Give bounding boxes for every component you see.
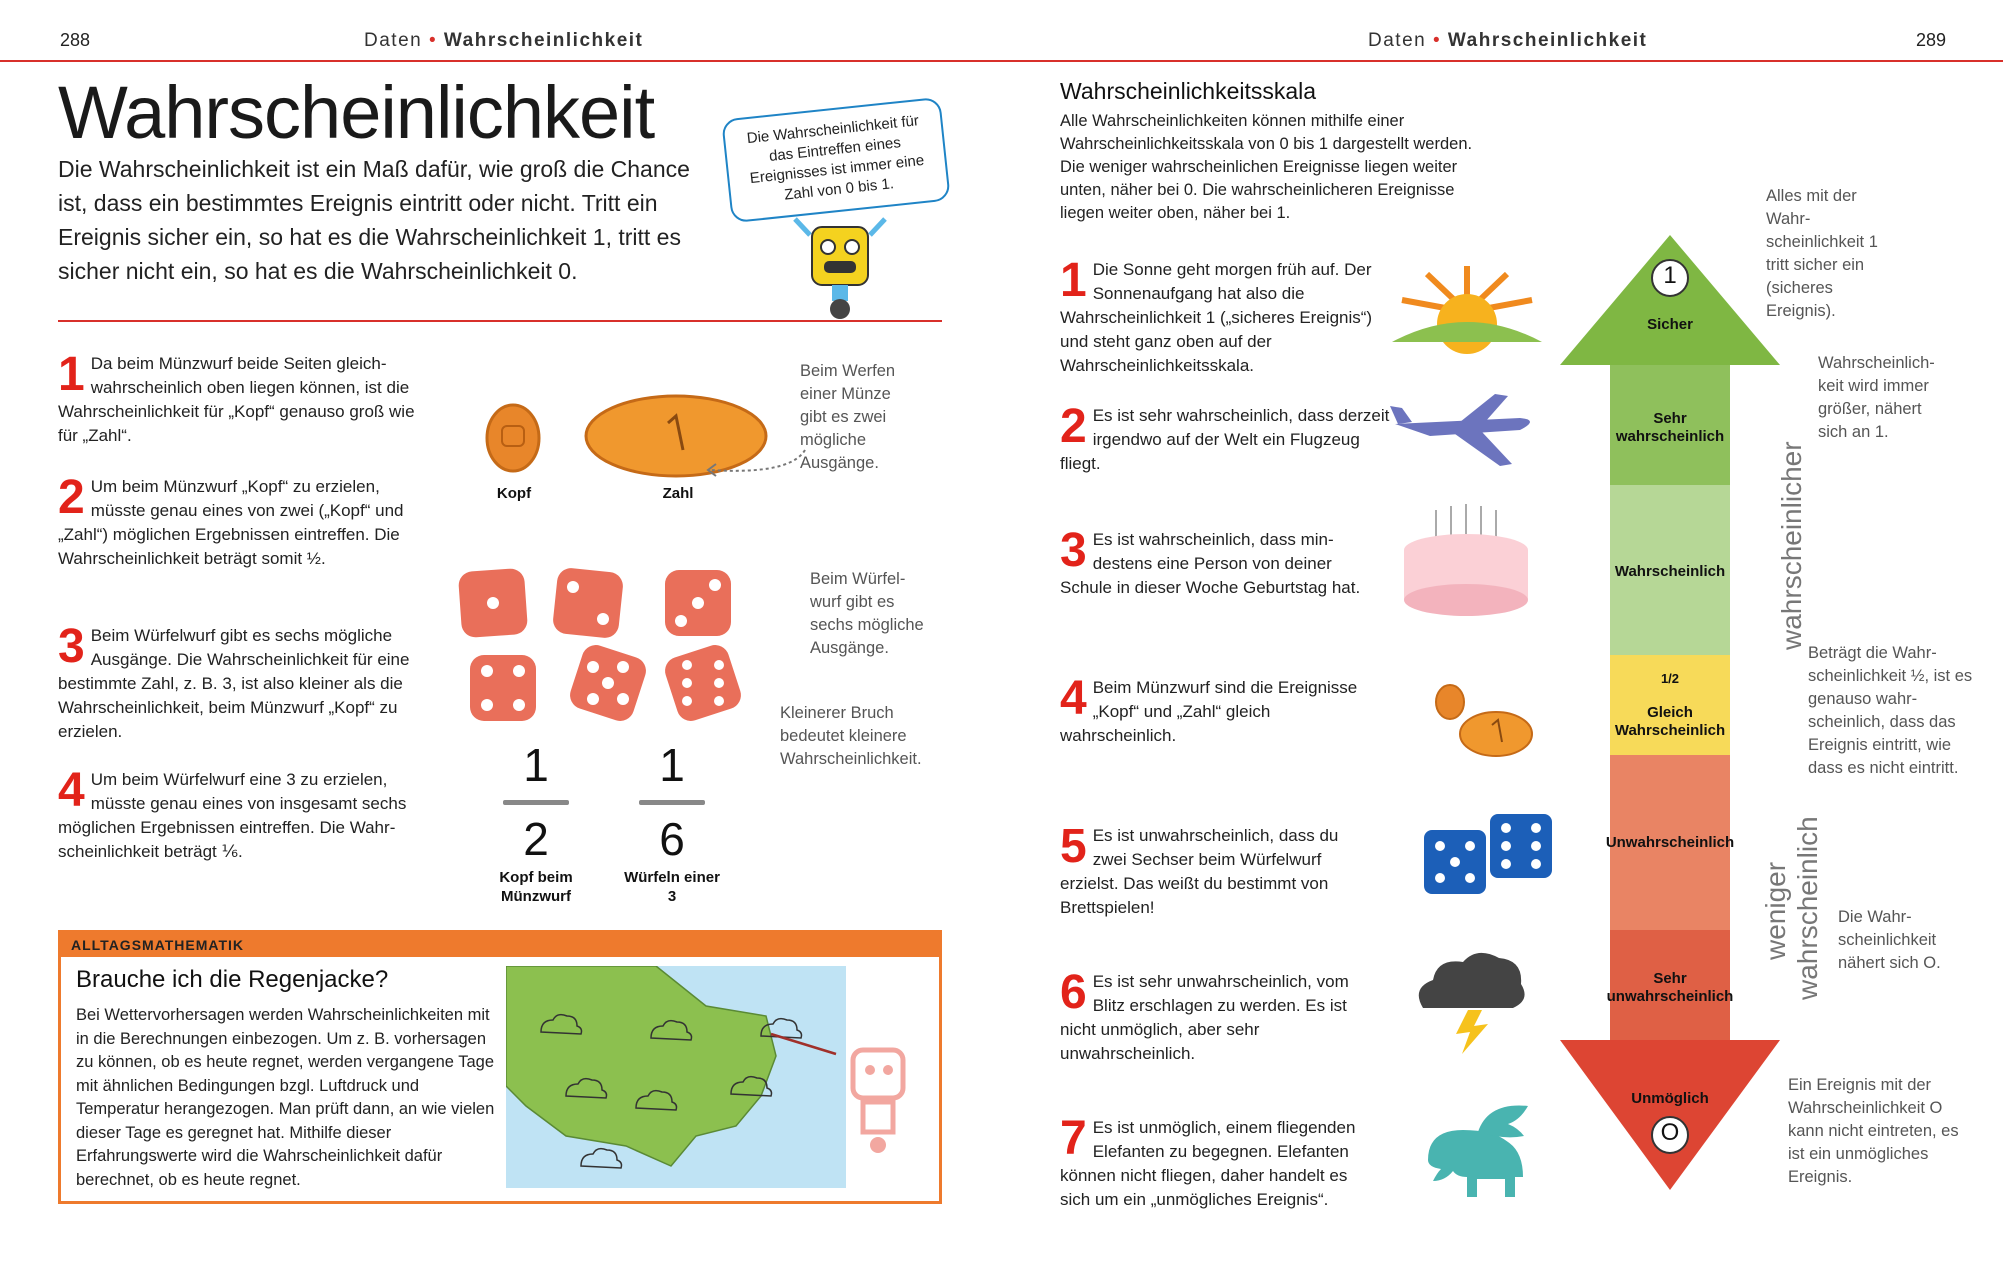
weather-map-illustration (506, 966, 846, 1188)
die-icon (661, 641, 744, 724)
step-number: 4 (1060, 672, 1087, 725)
sunrise-icon (1392, 262, 1542, 357)
scale-label-unmoeglich: Unmöglich (1631, 1090, 1709, 1107)
robot-speech-bubble: Die Wahrscheinlichkeit für das Eintreffen eines Ereignisses ist immer eine Zahl von 0 bis 1. (721, 97, 951, 223)
left-running-head (364, 30, 643, 52)
coins-equal-icon (1426, 680, 1536, 760)
box-label: ALLTAGSMATHEMATIK (61, 933, 939, 957)
step-text: Da beim Münzwurf beide Seiten gleichwahrscheinlich oben liegen können, ist die Wahrscheinlichkeit für „Kopf“ genauso groß wie für „Zahl“. (58, 354, 415, 445)
right-step-7 (1060, 1112, 1380, 1212)
left-step-4 (58, 764, 433, 864)
left-step-3 (58, 620, 433, 744)
scale-label-gleich: Gleich Wahrscheinlich (1614, 704, 1726, 739)
robot-illustration (780, 215, 900, 325)
running-head-section: Daten (1368, 30, 1427, 51)
fraction-bar (639, 800, 705, 805)
fraction-numerator: 1 (523, 739, 549, 791)
scale-label-wahrscheinlich: Wahrscheinlich (1614, 563, 1726, 580)
step-number: 1 (1060, 254, 1087, 307)
step-text: Um beim Würfelwurf eine 3 zu erzielen, müsste genau eines von insgesamt sechs möglichen Ergebnissen eintreffen. Die Wahrscheinlichkeit beträgt ⅙. (58, 770, 407, 861)
fraction-denominator: 6 (659, 813, 685, 865)
step-number: 1 (58, 348, 85, 401)
fraction-numerator: 1 (659, 739, 685, 791)
step-text: Es ist unwahrscheinlich, dass du zwei Sechser beim Würfelwurf erzielst. Das weißt du bestimmt von Brettspielen! (1060, 826, 1339, 917)
blue-dice-icon (1418, 808, 1558, 908)
scale-label-unwahrscheinlich: Unwahrscheinlich (1605, 834, 1735, 851)
left-step-2 (58, 471, 433, 571)
step-text: Um beim Münzwurf „Kopf“ zu erzielen, müsste genau eines von zwei („Kopf“ und „Zahl“) möglichen Ergebnissen eintreffen. Die Wahrscheinlichkeit beträgt somit ½. (58, 477, 404, 568)
note-scale-half: Beträgt die Wahrscheinlichkeit ½, ist es genauso wahrscheinlich, dass das Ereignis eintritt, wie dass es nicht eintritt. (1808, 644, 1973, 777)
scale-down-label-2: wahrscheinlich (1792, 816, 1823, 1000)
fraction-caption: Würfeln einer 3 (624, 869, 720, 905)
step-text: Es ist sehr unwahrscheinlich, vom Blitz erschlagen zu werden. Es ist nicht unmöglich, aber sehr unwahrscheinlich. (1060, 972, 1349, 1063)
right-step-3 (1060, 524, 1380, 600)
box-text: Bei Wettervorhersagen werden Wahrscheinlichkeiten mit in die Berechnungen einbezogen. Um z. B. vorhersagen zu können, ob es heute regnet, werden vergangene Tage mit ähnlichen Bedingungen bzgl. Luftdruck und Temperatur herangezogen. Man prüft dann, an wie vielen dieser Tage es geregnet hat. Mithilfe dieser Erfahrungswerte wird die Wahrscheinlichkeit dafür berechnet, ob es heute regnet. (76, 1006, 495, 1189)
scale-intro: Alle Wahrscheinlichkeiten können mithilfe einer Wahrscheinlichkeitsskala von 0 bis 1 dargestellt werden. Die weniger wahrscheinlichen Ereignisse liegen weiter unten, näher bei 0. Die wahrscheinlicheren Ereignisse liegen weiter oben, näher bei 1. (1060, 112, 1473, 222)
birthday-cake-icon (1396, 500, 1536, 620)
running-head-separator: • (428, 30, 438, 51)
coin-head-icon (487, 405, 539, 471)
note-dice: Beim Würfelwurf gibt es sechs mögliche Ausgänge. (810, 570, 924, 657)
step-text: Beim Münzwurf sind die Ereignisse „Kopf“ und „Zahl“ gleich wahrscheinlich. (1060, 678, 1358, 745)
airplane-icon (1390, 392, 1540, 472)
scale-down-label-1: weniger (1760, 861, 1791, 960)
die-icon (552, 567, 625, 640)
running-head-topic: Wahrscheinlichkeit (1447, 30, 1648, 51)
intro-text: Die Wahrscheinlichkeit ist ein Maß dafür, wie groß die Chance ist, dass ein bestimmtes Ereignis eintritt oder nicht. Tritt ein Ereignis sicher ein, so hat es die Wahrscheinlichkeit 1, tritt es sicher nicht ein, so hat es die Wahrscheinlichkeit 0. (58, 156, 690, 284)
page-title: Wahrscheinlichkeit (58, 71, 655, 154)
die-icon (665, 570, 731, 636)
note-fraction: Kleinerer Bruch bedeutet kleinere Wahrscheinlichkeit. (780, 704, 922, 768)
step-text: Es ist sehr wahrscheinlich, dass derzeit irgendwo auf der Welt ein Flugzeug fliegt. (1060, 406, 1390, 473)
step-number: 5 (1060, 820, 1087, 873)
step-number: 3 (1060, 524, 1087, 577)
step-number: 6 (1060, 966, 1087, 1019)
step-text: Es ist unmöglich, einem fliegenden Elefanten zu begegnen. Elefanten können nicht fliegen, daher handelt es sich um ein „unmögliches Ereignis“. (1060, 1118, 1356, 1209)
scale-label-sehr-unwahrscheinlich: Sehr unwahrscheinlich (1606, 970, 1734, 1005)
right-step-2 (1060, 400, 1390, 476)
robot-pointer-illustration (838, 1030, 928, 1160)
left-page-number: 288 (60, 30, 91, 50)
note-scale-decrease: Die Wahrscheinlichkeit nähert sich O. (1838, 908, 1941, 972)
right-step-4 (1060, 672, 1370, 748)
right-page-number: 289 (1916, 30, 1947, 50)
step-number: 4 (58, 764, 85, 817)
arrow-icon (700, 445, 810, 485)
right-step-1 (1060, 254, 1390, 378)
step-text: Es ist wahrscheinlich, dass mindestens eine Person von deiner Schule in dieser Woche Geburtstag hat. (1060, 530, 1361, 597)
left-step-1 (58, 348, 433, 448)
coin-head-label: Kopf (496, 485, 532, 502)
fraction-denominator: 2 (523, 813, 549, 865)
header-rule (0, 60, 2003, 62)
right-step-6 (1060, 966, 1370, 1066)
running-head-separator: • (1432, 30, 1442, 51)
die-icon (470, 655, 536, 721)
coin-tail-label: Zahl (662, 485, 694, 502)
scale-bottom-value: O (1660, 1119, 1680, 1146)
scale-half-value: 1/2 (1660, 671, 1680, 686)
scale-heading: Wahrscheinlichkeitsskala (1060, 78, 1317, 104)
scale-top-value: 1 (1663, 262, 1677, 289)
step-number: 2 (1060, 400, 1087, 453)
die-icon (566, 641, 649, 724)
fraction-caption: Kopf beim Münzwurf (499, 869, 573, 905)
step-number: 3 (58, 620, 85, 673)
step-number: 7 (1060, 1112, 1087, 1165)
note-scale-top: Alles mit der Wahrscheinlichkeit 1 tritt sicher ein (sicheres Ereignis). (1766, 187, 1878, 320)
note-coin: Beim Werfen einer Münze gibt es zwei mögliche Ausgänge. (800, 362, 896, 472)
running-head-section: Daten (364, 30, 423, 51)
note-scale-bottom: Ein Ereignis mit der Wahrscheinlichkeit O kann nicht eintreten, es ist ein unmögliches Ereignis. (1788, 1076, 1959, 1186)
scale-label-sicher: Sicher (1647, 316, 1693, 333)
step-text: Die Sonne geht morgen früh auf. Der Sonnenaufgang hat also die Wahrscheinlichkeit 1 („sicheres Ereignis“) und steht ganz oben auf der Wahrscheinlichkeitsskala. (1060, 260, 1373, 375)
flying-elephant-icon (1418, 1100, 1538, 1210)
note-scale-increase: Wahrscheinlichkeit wird immer größer, nähert sich an 1. (1818, 354, 1935, 441)
section-rule (58, 320, 942, 322)
step-text: Beim Würfelwurf gibt es sechs mögliche Ausgänge. Die Wahrscheinlichkeit für eine bestimmte Zahl, z. B. 3, ist also kleiner als die Wahrscheinlichkeit, beim Münzwurf „Kopf“ zu erzielen. (58, 626, 410, 741)
thundercloud-icon (1408, 948, 1528, 1058)
right-step-5 (1060, 820, 1360, 920)
box-title: Brauche ich die Regenjacke? (76, 966, 389, 993)
scale-level-sicher (1560, 235, 1780, 365)
scale-label-sehr-wahrscheinlich: Sehr wahrscheinlich (1615, 410, 1725, 445)
die-icon (458, 568, 528, 638)
dice-illustration (455, 565, 755, 735)
scale-up-label: wahrscheinlicher (1776, 441, 1807, 650)
fraction-bar (503, 800, 569, 805)
step-number: 2 (58, 471, 85, 524)
right-running-head (1368, 30, 1647, 52)
scale-level-unmoeglich (1560, 1040, 1780, 1190)
running-head-topic: Wahrscheinlichkeit (443, 30, 644, 51)
